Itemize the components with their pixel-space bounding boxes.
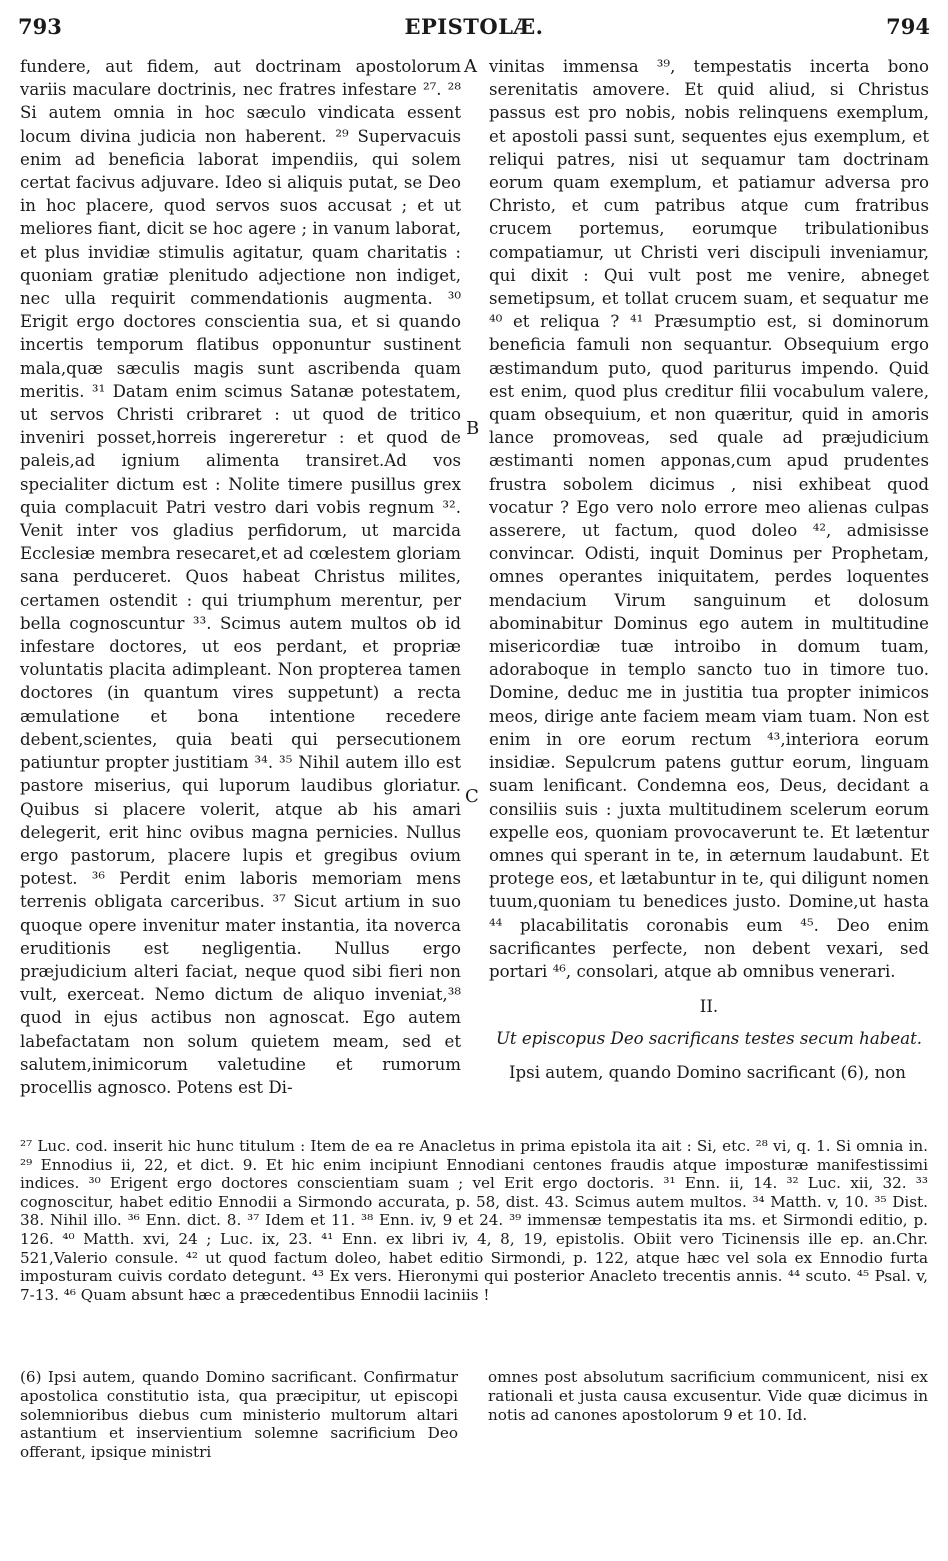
text-column-right [489, 55, 929, 1084]
editor-note-left [20, 1368, 458, 1462]
critical-footnotes-text: ²⁷ Luc. cod. inserit hic hunc titulum : Item de ea re Anacletus in prima epistola ita ait : Si, etc. ²⁸ vi, q. 1. Si omnia in. ²⁹ Ennodius ii, 22, et dict. 9. Et hic enim incipiunt Ennodiani centones fraudis atque imposturæ manifestissimi indices. ³⁰ Erigent ergo doctores conscientiam suam ; vel Erit ergo doctoris. ³¹ Enn. ii, 14. ³² Luc. xii, 32. ³³ cognoscitur, habet editio Ennodii a Sirmondo accurata, p. 58, dist. 43. Scimus autem multos. ³⁴ Matth. v, 10. ³⁵ Dist. 38. Nihil illo. ³⁶ Enn. dict. 8. ³⁷ Idem et 11. ³⁸ Enn. iv, 9 et 24. ³⁹ immensæ tempestatis ita ms. et Sirmondi editio, p. 126. ⁴⁰ Matth. xvi, 24 ; Luc. ix, 23. ⁴¹ Enn. ex libri iv, 4, 8, 19, epistolis. Obiit vero Ticinensis ille ep. an.Chr. 521,Valerio consule. ⁴² ut quod factum doleo, habet editio Sirmondi, p. 122, atque hæc vel sola ex Ennodio furta imposturam cuivis cordato detegunt. ⁴³ Ex vers. Hieronymi qui posterior Anacleto trecentis annis. ⁴⁴ scuto. ⁴⁵ Psal. v, 7-13. ⁴⁶ Quam absunt hæc a præcedentibus Ennodii laciniis ! [20, 1137, 928, 1304]
margin-marker-a: A [464, 56, 477, 77]
editor-note-right-text: omnes post absolutum sacrificium communicent, nisi ex rationali et justa causa excusentur. Vide quæ dicimus in notis ad canones apostolorum 9 et 10. Id. [488, 1368, 928, 1424]
column-left-text: fundere, aut fidem, aut doctrinam apostolorum variis maculare doctrinis, nec fratres infestare ²⁷. ²⁸ Si autem omnia in hoc sæculo vindicata essent locum divina judicia non haberent. ²⁹ Supervacuis enim ad beneficia laborat impendiis, qui solem certat facivus adjuvare. Ideo si aliquis putat, se Deo in hoc placere, quod servos suos accusat ; et ut meliores fiant, dicit se hoc agere ; in vanum laborat, et plus invidiæ stimulis agitatur, quam charitatis : quoniam gratiæ plenitudo adjectione non indiget, nec ulla requirit commendationis augmenta. ³⁰ Erigit ergo doctores conscientia sua, et si quando incertis temporum flatibus opponuntur sustinent mala,quæ sæculis magis sunt ascribenda quam meritis. ³¹ Datam enim scimus Satanæ potestatem, ut servos Christi cribraret : ut quod de tritico inveniri posset,horreis ingereretur : et quod de paleis,ad ignium alimenta transiret.Ad vos specialiter dictum est : Nolite timere pusillus grex quia complacuit Patri vestro dari vobis regnum ³². Venit inter vos gladius perfidorum, ut marcida Ecclesiæ membra resecaret,et ad cœlestem gloriam sana perduceret. Quos habeat Christus milites, certamen ostendit : qui triumphum merentur, per bella cognoscuntur ³³. Scimus autem multos ob id infestare doctores, ut eos perdant, et propriæ voluntatis placita adimpleant. Non propterea tamen doctores (in quantum vires suppetunt) a recta æmulatione et bona intentione recedere debent,scientes, quia beati qui persecutionem patiuntur propter justitiam ³⁴. ³⁵ Nihil autem illo est pastore miserius, qui luporum laudibus gloriatur. Quibus si placere volerit, atque ab his amari delegerit, erit hinc ovibus magna pernicies. Nullus ergo pastorum, placere lupis et gregibus ovium potest. ³⁶ Perdit enim laboris memoriam mens terrenis obligata carceribus. ³⁷ Sicut artium in suo quoque opere invenitur mater instantia, ita noverca eruditionis est negligentia. Nullus ergo præjudicium alteri faciat, neque quod sibi fieri non vult, exerceat. Nemo dictum de aliquo inveniat,³⁸ quod in ejus actibus non agnoscat. Ego autem labefactatam non solum quietem meam, sed et salutem,inimicorum valetudine et rumorum procellis agnosco. Potens est Di- [20, 57, 461, 1097]
page-number-left: 793 [18, 14, 62, 39]
text-column-left [20, 55, 461, 1099]
section-start-text: Ipsi autem, quando Domino sacrificant (6), non [509, 1062, 906, 1082]
critical-footnotes [20, 1137, 928, 1304]
page-header [18, 14, 930, 44]
margin-marker-c: C [465, 786, 479, 807]
section-title: Ut episcopus Deo sacrificans testes secum habeat. [495, 1029, 923, 1049]
section-number: II. [699, 997, 719, 1017]
margin-marker-b: B [466, 418, 480, 439]
page-number-right: 794 [886, 14, 930, 39]
editor-note-right [488, 1368, 928, 1424]
running-title: EPISTOLÆ. [404, 14, 544, 39]
editor-note-left-text: (6) Ipsi autem, quando Domino sacrificant. Confirmatur apostolica constitutio ista, qua præcipitur, ut episcopi solemnioribus diebus cum ministerio multorum altari astantium et inservientium solemne sacrificium Deo offerant, ipsique ministri [20, 1368, 458, 1462]
column-right-text: vinitas immensa ³⁹, tempestatis incerta bono serenitatis amovere. Et quid aliud, si Christus passus est pro nobis, nobis relinquens exemplum, et apostoli passi sunt, sequentes ejus exemplum, et reliqui patres, nisi ut sequamur tam doctrinam eorum quam exemplum, et patiamur adversa pro Christo, et cum patribus atque cum fratribus crucem portemus, eorumque tribulationibus compatiamur, ut Christi veri discipuli inveniamur, qui dixit : Qui vult post me venire, abneget semetipsum, et tollat crucem suam, et sequatur me ⁴⁰ et reliqua ? ⁴¹ Præsumptio est, si dominorum beneficia famuli non sequantur. Obsequium ergo æstimandum puto, quod pariturus impendo. Quid est enim, quod plus creditur filii vocabulum valere, quam obsequium, et non quæritur, quid in amoris lance promoveas, sed quale ad præjudicium æstimanti nomen apponas,cum apud prudentes frustra sobolem dicimus , nisi exhibeat quod vocatur ? Ego vero nolo errore meo alienas culpas asserere, ut factum, quod doleo ⁴², admisisse convincar. Odisti, inquit Dominus per Prophetam, omnes operantes iniquitatem, perdes loquentes mendacium Virum sanguinum et dolosum abominabitur Dominus ego autem in multitudine misericordiæ tuæ introibo in domum tuam, adoraboque in templo sancto tuo in timore tuo. Domine, deduc me in justitia tua propter inimicos meos, dirige ante faciem meam viam tuam. Non est enim in ore eorum rectum ⁴³,interiora eorum insidiæ. Sepulcrum patens guttur eorum, linguam suam lenificant. Condemna eos, Deus, decidant a consiliis suis : juxta multitudinem scelerum eorum expelle eos, quoniam provocaverunt te. Et lætentur omnes qui sperant in te, in æternum laudabunt. Et protege eos, et lætabuntur in te, qui diligunt nomen tuum,quoniam tu benedices justo. Domine,ut hasta ⁴⁴ placabilitatis coronabis eum ⁴⁵. Deo enim sacrificantes perfecte, non debent vexari, sed portari ⁴⁶, consolari, atque ab omnibus venerari. [489, 57, 929, 981]
